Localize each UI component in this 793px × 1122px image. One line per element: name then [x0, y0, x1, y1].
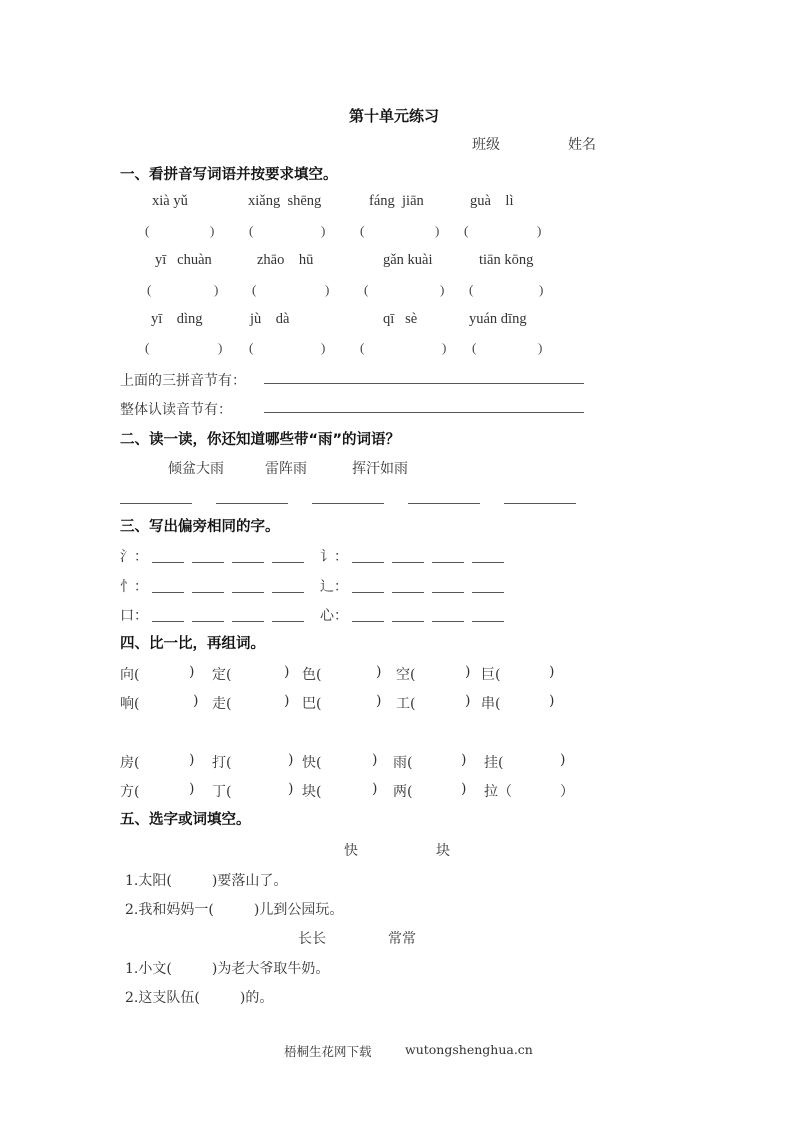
- class-label: 班级: [472, 137, 500, 153]
- compare-char: 定(: [212, 667, 232, 683]
- compare-char: 两(: [393, 784, 413, 800]
- word-answer-line[interactable]: [120, 503, 192, 504]
- pinyin: yī chuàn: [155, 252, 212, 268]
- compare-char: 房(: [120, 755, 140, 771]
- char-answer-line[interactable]: [152, 592, 184, 593]
- compare-char: 打(: [212, 755, 232, 771]
- answer-box-close: ): [325, 282, 330, 297]
- paren-close: ): [372, 752, 378, 768]
- compare-char: 向(: [120, 667, 140, 683]
- compare-char: 响(: [120, 696, 140, 712]
- char-answer-line[interactable]: [352, 621, 384, 622]
- compare-char: 空(: [396, 667, 416, 683]
- fill-sentence: 1.太阳( )要落山了。: [125, 873, 288, 889]
- pinyin: guà lì: [470, 193, 514, 209]
- example-word: 挥汗如雨: [352, 461, 408, 477]
- answer-box-open: (: [364, 282, 369, 297]
- char-answer-line[interactable]: [472, 562, 504, 563]
- answer-box-open: (: [472, 340, 477, 355]
- answer-box-close: ): [539, 282, 544, 297]
- paren-close: ): [549, 693, 555, 709]
- answer-box-open: (: [249, 223, 254, 238]
- char-answer-line[interactable]: [352, 562, 384, 563]
- paren-close: ): [372, 781, 378, 797]
- radical-label: 心：: [320, 608, 348, 624]
- word-answer-line[interactable]: [312, 503, 384, 504]
- paren-close: ): [189, 664, 195, 680]
- char-answer-line[interactable]: [352, 592, 384, 593]
- answer-box-close: ): [321, 340, 326, 355]
- section-1-heading: 一、看拼音写词语并按要求填空。: [120, 167, 338, 183]
- answer-box-open: (: [145, 340, 150, 355]
- paren-close: ): [465, 693, 471, 709]
- three-pinyin-answer-line[interactable]: [264, 383, 584, 384]
- pinyin: jù dà: [250, 311, 290, 327]
- answer-box-close: ): [210, 223, 215, 238]
- paren-close: ): [465, 664, 471, 680]
- char-answer-line[interactable]: [232, 621, 264, 622]
- char-answer-line[interactable]: [392, 562, 424, 563]
- whole-read-answer-line[interactable]: [264, 412, 584, 413]
- char-answer-line[interactable]: [432, 621, 464, 622]
- compare-char: 方(: [120, 784, 140, 800]
- paren-close: ): [284, 693, 290, 709]
- paren-close: ): [461, 752, 467, 768]
- answer-box-close: ): [321, 223, 326, 238]
- answer-box-open: (: [469, 282, 474, 297]
- answer-box-open: (: [360, 340, 365, 355]
- pinyin: yuán dīng: [469, 311, 527, 327]
- choice-word: 常常: [388, 931, 416, 947]
- pinyin: gǎn kuài: [383, 252, 433, 268]
- example-word: 倾盆大雨: [168, 461, 224, 477]
- compare-char: 色(: [302, 667, 322, 683]
- paren-close: ): [189, 781, 195, 797]
- compare-char: 块(: [302, 784, 322, 800]
- paren-close: ): [376, 693, 382, 709]
- char-answer-line[interactable]: [432, 562, 464, 563]
- choice-word: 块: [436, 843, 450, 859]
- answer-box-open: (: [252, 282, 257, 297]
- section-4-heading: 四、比一比，再组词。: [120, 636, 265, 652]
- answer-box-close: ): [538, 340, 543, 355]
- char-answer-line[interactable]: [392, 592, 424, 593]
- answer-box-close: ): [537, 223, 542, 238]
- fill-sentence: 2.我和妈妈一( )儿到公园玩。: [125, 902, 344, 918]
- answer-box-close: ): [440, 282, 445, 297]
- paren-close: ): [461, 781, 467, 797]
- answer-box-close: ): [442, 340, 447, 355]
- section-3-heading: 三、写出偏旁相同的字。: [120, 519, 280, 535]
- paren-close: ): [193, 693, 199, 709]
- pinyin: fáng jiān: [369, 193, 424, 209]
- answer-box-open: (: [360, 223, 365, 238]
- compare-char: 丁(: [212, 784, 232, 800]
- char-answer-line[interactable]: [272, 592, 304, 593]
- char-answer-line[interactable]: [192, 621, 224, 622]
- example-word: 雷阵雨: [265, 461, 307, 477]
- radical-label: 忄：: [120, 579, 148, 595]
- radical-label: 口：: [120, 608, 148, 624]
- paren-close: ): [189, 752, 195, 768]
- footer-source: 梧桐生花网下载: [284, 1044, 372, 1059]
- compare-char: 快(: [302, 755, 322, 771]
- three-pinyin-label: 上面的三拼音节有：: [120, 373, 246, 389]
- whole-read-label: 整体认读音节有：: [120, 402, 232, 418]
- radical-label: 氵：: [120, 549, 148, 565]
- fill-sentence: 1.小文( )为老大爷取牛奶。: [125, 961, 330, 977]
- char-answer-line[interactable]: [472, 621, 504, 622]
- paren-close: ): [288, 752, 294, 768]
- page-title: 第十单元练习: [349, 107, 440, 125]
- pinyin: zhāo hū: [257, 252, 314, 268]
- word-answer-line[interactable]: [216, 503, 288, 504]
- answer-box-open: (: [249, 340, 254, 355]
- char-answer-line[interactable]: [152, 621, 184, 622]
- pinyin: xià yǔ: [152, 193, 188, 209]
- footer-url[interactable]: wutongshenghua.cn: [405, 1042, 533, 1057]
- paren-close: ): [376, 664, 382, 680]
- paren-close: ): [284, 664, 290, 680]
- name-label: 姓名: [568, 137, 596, 153]
- pinyin: qī sè: [383, 311, 418, 327]
- char-answer-line[interactable]: [152, 562, 184, 563]
- section-5-heading: 五、选字或词填空。: [120, 812, 251, 828]
- pinyin: yī dìng: [151, 311, 203, 327]
- word-answer-line[interactable]: [504, 503, 576, 504]
- pinyin: tiān kōng: [479, 252, 534, 268]
- compare-char: 巴(: [302, 696, 322, 712]
- answer-box-open: (: [464, 223, 469, 238]
- choice-word: 长长: [298, 931, 326, 947]
- char-answer-line[interactable]: [392, 621, 424, 622]
- fill-sentence: 2.这支队伍( )的。: [125, 990, 274, 1006]
- answer-box-open: (: [147, 282, 152, 297]
- char-answer-line[interactable]: [232, 592, 264, 593]
- compare-char: 拉（: [484, 784, 512, 800]
- compare-char: 巨(: [481, 667, 501, 683]
- section-2-heading: 二、读一读，你还知道哪些带“雨”的词语？: [120, 432, 401, 448]
- char-answer-line[interactable]: [472, 592, 504, 593]
- compare-char: 雨(: [393, 755, 413, 771]
- char-answer-line[interactable]: [432, 592, 464, 593]
- answer-box-close: ): [435, 223, 440, 238]
- char-answer-line[interactable]: [272, 621, 304, 622]
- char-answer-line[interactable]: [272, 562, 304, 563]
- radical-label: 辶：: [320, 579, 348, 595]
- pinyin: xiǎng shēng: [248, 193, 322, 209]
- answer-box-close: ): [214, 282, 219, 297]
- char-answer-line[interactable]: [232, 562, 264, 563]
- paren-close: ): [560, 752, 566, 768]
- compare-char: 走(: [212, 696, 232, 712]
- choice-word: 快: [344, 843, 358, 859]
- compare-char: 串(: [481, 696, 501, 712]
- char-answer-line[interactable]: [192, 592, 224, 593]
- paren-close: ）: [560, 784, 574, 800]
- compare-char: 挂(: [484, 755, 504, 771]
- answer-box-open: (: [145, 223, 150, 238]
- radical-label: 讠：: [320, 549, 348, 565]
- char-answer-line[interactable]: [192, 562, 224, 563]
- compare-char: 工(: [396, 696, 416, 712]
- paren-close: ): [288, 781, 294, 797]
- paren-close: ): [549, 664, 555, 680]
- word-answer-line[interactable]: [408, 503, 480, 504]
- answer-box-close: ): [218, 340, 223, 355]
